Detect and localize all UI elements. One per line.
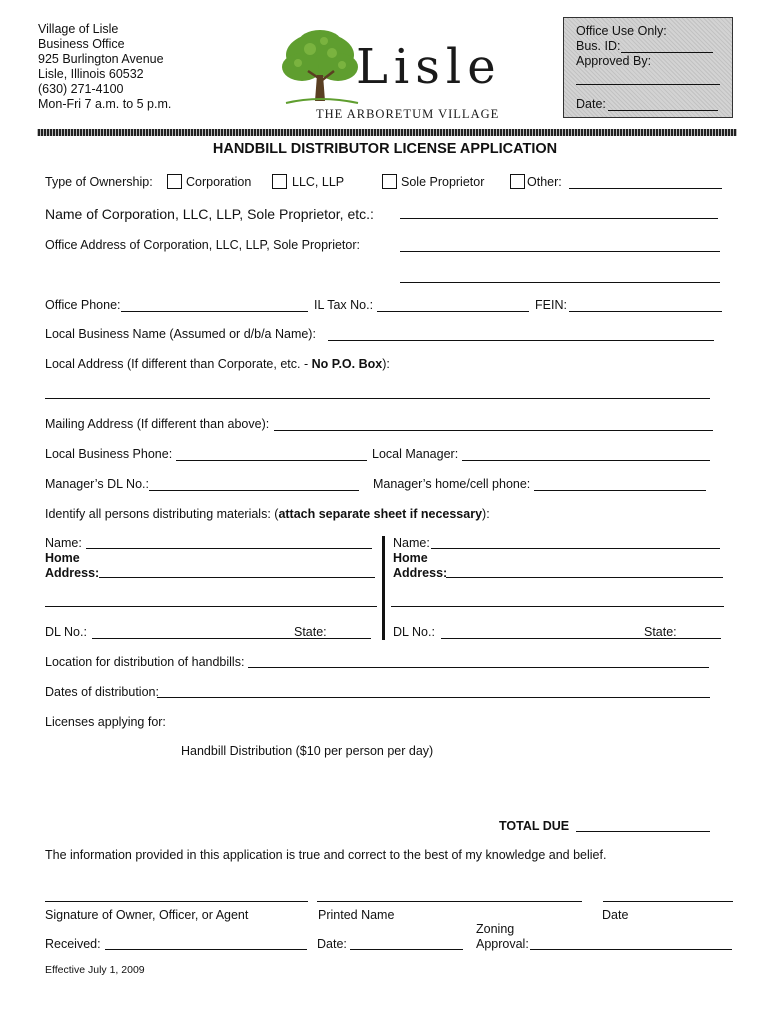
form-title: HANDBILL DISTRIBUTOR LICENSE APPLICATION [212, 141, 558, 157]
corporation-name-label: Name of Corporation, LLC, LLP, Sole Proprietor, etc.: [45, 206, 374, 222]
dates-field[interactable] [157, 697, 710, 698]
ownership-label: Type of Ownership: [45, 175, 153, 189]
other-field[interactable] [569, 188, 722, 189]
mailing-address-field[interactable] [274, 430, 713, 431]
person2-address-field-2[interactable] [391, 606, 724, 607]
office-date-field[interactable] [608, 110, 718, 111]
il-tax-label: IL Tax No.: [314, 298, 374, 312]
approval-label: Approval: [476, 937, 529, 951]
approval-field[interactable] [530, 949, 732, 950]
office-use-title: Office Use Only: [576, 24, 667, 38]
local-address-close: ): [382, 357, 390, 371]
person1-address-field-2[interactable] [45, 606, 377, 607]
office-phone-label: Office Phone: [45, 298, 121, 312]
llc-label: LLC, LLP [292, 175, 345, 189]
location-field[interactable] [248, 667, 709, 668]
local-business-name-label: Local Business Name (Assumed or d/b/a Name): [45, 327, 316, 341]
identify-persons-label [45, 507, 490, 522]
local-manager-label: Local Manager: [372, 447, 459, 461]
person2-dl-field[interactable] [441, 638, 721, 639]
person2-address-field[interactable] [446, 577, 723, 578]
attach-sheet-text: attach separate sheet if necessary [278, 507, 483, 521]
local-address-label [45, 357, 390, 372]
signature-label: Signature of Owner, Officer, or Agent [45, 908, 249, 922]
person1-address-field[interactable] [99, 577, 375, 578]
bus-id-field[interactable] [621, 52, 713, 53]
person1-home-label: Home [45, 551, 80, 565]
licenses-label: Licenses applying for: [45, 715, 166, 729]
office-address-field-2[interactable] [400, 282, 720, 283]
office-address-field-1[interactable] [400, 251, 720, 252]
local-manager-field[interactable] [462, 460, 710, 461]
approved-by-label: Approved By: [576, 54, 652, 68]
signature-field[interactable] [45, 901, 308, 902]
fein-label: FEIN: [535, 298, 567, 312]
handbill-fee-label: Handbill Distribution ($10 per person per day) [181, 744, 434, 758]
identify-close: ): [482, 507, 490, 521]
local-address-text: Local Address (If different than Corporate, etc. - [45, 357, 312, 371]
logo-word: Lisle [356, 39, 502, 95]
corporation-checkbox[interactable] [167, 174, 182, 189]
person1-name-label: Name: [45, 536, 82, 550]
office-phone-field[interactable] [121, 311, 308, 312]
effective-date: Effective July 1, 2009 [45, 964, 145, 976]
office-use-box [563, 17, 733, 118]
received-field[interactable] [105, 949, 307, 950]
address-line: Village of Lisle [38, 22, 119, 36]
person1-address-label: Address: [45, 566, 100, 580]
date-field[interactable] [603, 901, 733, 902]
tree-icon [280, 29, 360, 107]
local-address-field[interactable] [45, 398, 710, 399]
total-due-label: TOTAL DUE [499, 819, 570, 833]
office-address-label: Office Address of Corporation, LLC, LLP, Sole Proprietor: [45, 238, 360, 252]
person1-dl-label: DL No.: [45, 625, 87, 639]
other-label: Other: [527, 175, 562, 189]
received-label: Received: [45, 937, 101, 951]
lisle-logo [280, 25, 502, 125]
person-column-divider [382, 536, 385, 640]
received-date-field[interactable] [350, 949, 463, 950]
managers-phone-field[interactable] [534, 490, 706, 491]
local-business-phone-field[interactable] [176, 460, 367, 461]
address-line: 925 Burlington Avenue [38, 52, 164, 66]
managers-phone-label: Manager’s home/cell phone: [373, 477, 531, 491]
mailing-address-label: Mailing Address (If different than above): [45, 417, 270, 431]
dates-label: Dates of distribution: [45, 685, 159, 699]
il-tax-field[interactable] [377, 311, 529, 312]
date-label: Date [602, 908, 629, 922]
person2-name-field[interactable] [431, 548, 720, 549]
local-business-name-field[interactable] [328, 340, 714, 341]
person1-dl-field[interactable] [92, 638, 371, 639]
managers-dl-label: Manager’s DL No.: [45, 477, 149, 491]
no-po-box-text: No P.O. Box [311, 357, 383, 371]
logo-tagline: THE ARBORETUM VILLAGE [316, 107, 500, 121]
corporation-name-field[interactable] [400, 218, 718, 219]
zoning-label: Zoning [476, 922, 515, 936]
person2-address-label: Address: [393, 566, 448, 580]
village-address [38, 22, 171, 112]
received-date-label: Date: [317, 937, 347, 951]
corporation-label: Corporation [186, 175, 252, 189]
managers-dl-field[interactable] [149, 490, 359, 491]
fein-field[interactable] [569, 311, 722, 312]
location-label: Location for distribution of handbills: [45, 655, 245, 669]
bus-id-label: Bus. ID: [576, 39, 621, 53]
sole-proprietor-checkbox[interactable] [382, 174, 397, 189]
header-divider [37, 129, 737, 136]
person1-state-label: State: [294, 625, 327, 639]
person2-state-label: State: [644, 625, 677, 639]
printed-name-field[interactable] [317, 901, 582, 902]
sole-proprietor-label: Sole Proprietor [401, 175, 485, 189]
person1-name-field[interactable] [86, 548, 372, 549]
other-checkbox[interactable] [510, 174, 525, 189]
total-due-field[interactable] [576, 831, 710, 832]
local-business-phone-label: Local Business Phone: [45, 447, 173, 461]
identify-text: Identify all persons distributing materials: ( [45, 507, 279, 521]
person2-name-label: Name: [393, 536, 430, 550]
printed-name-label: Printed Name [318, 908, 395, 922]
person2-dl-label: DL No.: [393, 625, 435, 639]
address-line: Lisle, Illinois 60532 [38, 67, 144, 81]
office-date-label: Date: [576, 97, 606, 111]
approved-by-field[interactable] [576, 84, 720, 85]
person2-home-label: Home [393, 551, 428, 565]
address-line: Business Office [38, 37, 125, 51]
llc-checkbox[interactable] [272, 174, 287, 189]
address-line: (630) 271-4100 [38, 82, 124, 96]
address-line: Mon-Fri 7 a.m. to 5 p.m. [38, 97, 172, 111]
certification-text: The information provided in this application is true and correct to the best of my knowledge and belief. [45, 848, 607, 862]
